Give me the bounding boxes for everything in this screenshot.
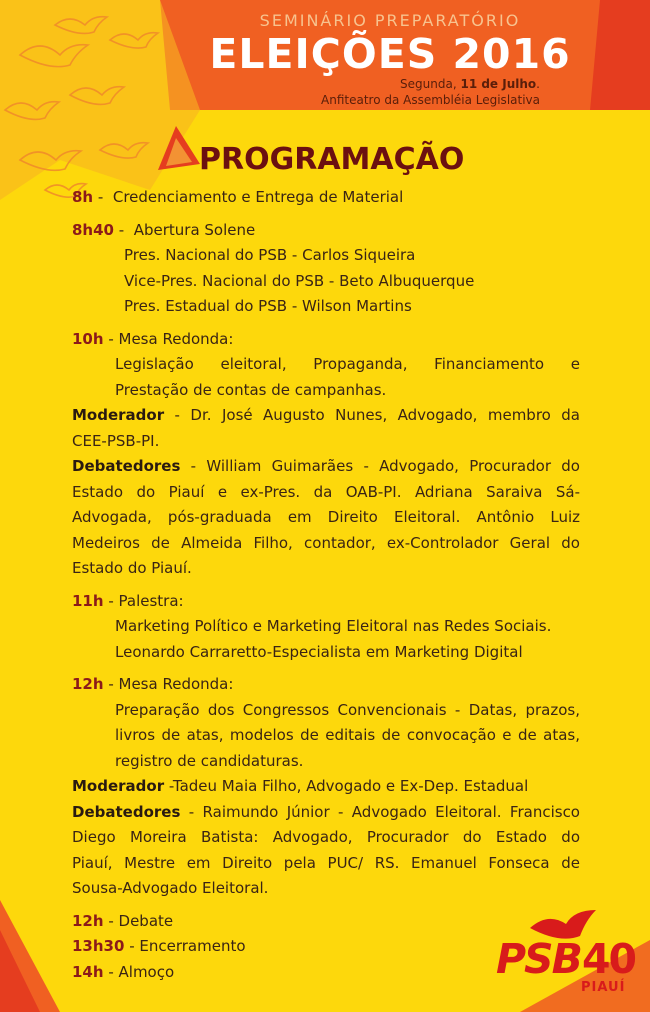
- time-label: 10h: [72, 329, 104, 348]
- event-venue: Anfiteatro da Assembléia Legislativa: [321, 93, 540, 107]
- debaters-line-cont: Advogada, pós-graduada em Direito Eleitoral. Antônio Luiz: [72, 508, 580, 526]
- item-text: Mesa Redonda:: [118, 675, 234, 693]
- separator: -: [124, 937, 140, 955]
- topic-line: Legislação eleitoral, Propaganda, Financiamento e: [115, 355, 580, 373]
- psb-logo: [490, 906, 640, 1006]
- separator: -: [103, 675, 119, 693]
- time-label: 8h: [72, 188, 94, 206]
- time-label: 8h40: [72, 220, 114, 239]
- speaker-line: Vice-Pres. Nacional do PSB - Beto Albuquerque: [124, 271, 475, 290]
- separator: -: [103, 911, 119, 930]
- debaters-label: Debatedores: [72, 457, 181, 475]
- schedule-item-12h: [72, 672, 580, 698]
- schedule-item-10h: [72, 327, 580, 353]
- seminar-label: SEMINÁRIO PREPARATÓRIO: [259, 11, 521, 30]
- topic-line: Marketing Político e Marketing Eleitoral nas Redes Sociais.: [115, 617, 552, 635]
- programacao-arrow-icon: [158, 126, 202, 174]
- topic-line: Prestação de contas de campanhas.: [115, 380, 387, 399]
- header-band-edge: [590, 0, 650, 110]
- date-prefix: Segunda,: [400, 77, 457, 91]
- schedule-item-8h40: [72, 218, 580, 244]
- event-date-venue: [321, 76, 540, 108]
- separator: -: [103, 329, 119, 348]
- item-text: Abertura Solene: [133, 220, 256, 239]
- moderator-text: -Tadeu Maia Filho, Advogado e Ex-Dep. Estadual: [164, 777, 529, 795]
- date-bold: 11 de Julho: [460, 77, 537, 91]
- separator: -: [103, 962, 119, 981]
- moderator-label: Moderador: [72, 777, 165, 795]
- debaters-label: Debatedores: [72, 802, 181, 821]
- topic-line: livros de atas, modelos de editais de convocação e de atas,: [115, 726, 580, 744]
- separator: -: [93, 188, 113, 206]
- date-suffix: .: [536, 77, 540, 91]
- schedule: [72, 185, 580, 985]
- topic-line: Leonardo Carraretto-Especialista em Marketing Digital: [115, 642, 523, 661]
- moderator-line-cont: CEE-PSB-PI.: [72, 431, 160, 450]
- schedule-item-8h: [72, 185, 580, 211]
- debaters-text: - Raimundo Júnior - Advogado Eleitoral. Francisco: [180, 802, 580, 821]
- speaker-line: Pres. Nacional do PSB - Carlos Siqueira: [124, 246, 416, 264]
- logo-party: PSB: [496, 935, 581, 983]
- time-label: 13h30: [72, 937, 125, 955]
- debaters-line: [72, 800, 580, 826]
- moderator-line: [72, 403, 580, 429]
- debaters-line: [72, 454, 580, 480]
- speaker-line: Pres. Estadual do PSB - Wilson Martins: [124, 297, 412, 315]
- separator: -: [114, 220, 134, 239]
- time-label: 12h: [72, 911, 104, 930]
- event-title: ELEIÇÕES 2016: [209, 30, 571, 78]
- schedule-item-11h: [72, 589, 580, 615]
- item-text: Palestra:: [118, 591, 184, 610]
- item-text: Encerramento: [139, 937, 246, 955]
- item-text: Debate: [118, 911, 174, 930]
- item-text: Almoço: [118, 962, 175, 981]
- moderator-label: Moderador: [72, 406, 165, 424]
- debaters-line-cont: Sousa-Advogado Eleitoral.: [72, 879, 269, 897]
- item-text: Mesa Redonda:: [118, 329, 234, 348]
- topic-line: Preparação dos Congressos Convencionais - Datas, prazos,: [115, 700, 580, 719]
- debaters-line-cont: Estado do Piauí e ex-Pres. da OAB-PI. Adriana Saraiva Sá-: [72, 482, 580, 501]
- event-date: [321, 76, 540, 92]
- separator: -: [103, 591, 119, 610]
- item-text: Credenciamento e Entrega de Material: [112, 188, 404, 206]
- moderator-line: [72, 774, 580, 800]
- debaters-line-cont: Medeiros de Almeida Filho, contador, ex-Controlador Geral do: [72, 533, 580, 552]
- debaters-line-cont: Diego Moreira Batista: Advogado, Procurador do Estado do: [72, 828, 580, 846]
- section-title: PROGRAMAÇÃO: [199, 142, 465, 177]
- time-label: 12h: [72, 675, 104, 693]
- time-label: 11h: [72, 591, 104, 610]
- logo-state: PIAUÍ: [581, 980, 626, 995]
- debaters-line-cont: Piauí, Mestre em Direito pela PUC/ RS. Emanuel Fonseca de: [72, 853, 580, 872]
- moderator-text: - Dr. José Augusto Nunes, Advogado, membro da: [164, 406, 580, 424]
- time-label: 14h: [72, 962, 104, 981]
- topic-line: registro de candidaturas.: [115, 751, 304, 770]
- logo-number: 40: [582, 935, 636, 983]
- debaters-text: - William Guimarães - Advogado, Procurador do: [180, 457, 580, 475]
- debaters-line-cont: Estado do Piauí.: [72, 559, 192, 577]
